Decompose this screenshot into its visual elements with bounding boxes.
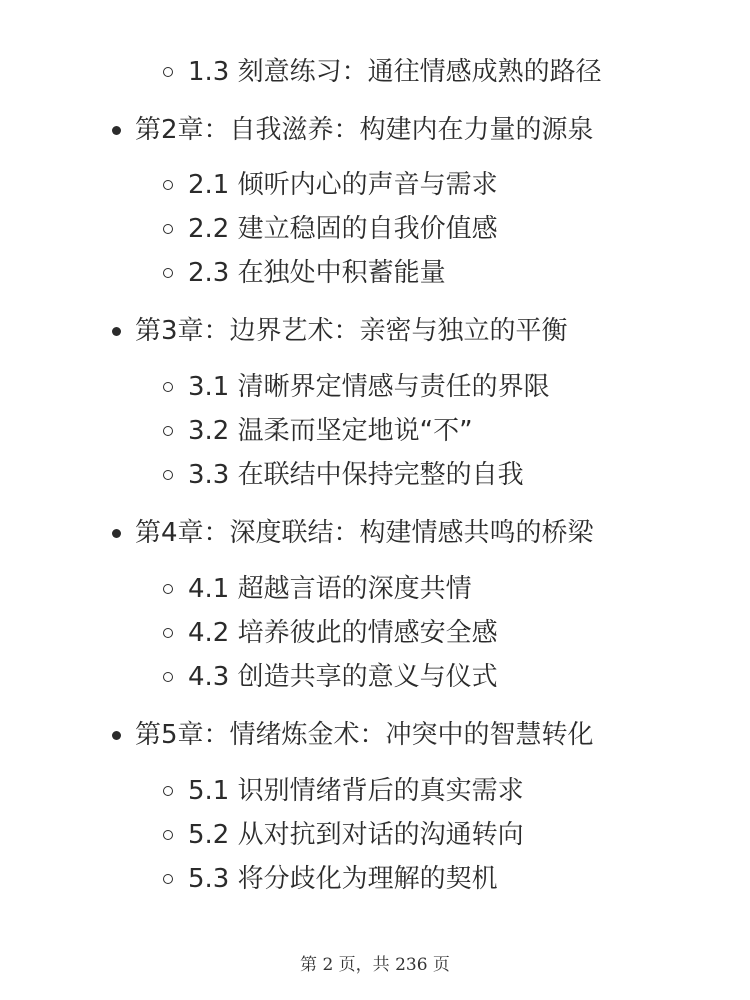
- toc-item-text: 3.3 在联结中保持完整的自我: [188, 460, 524, 490]
- disc-bullet-icon: [112, 529, 121, 538]
- toc-item-text: 2.3 在独处中积蓄能量: [188, 258, 446, 288]
- disc-bullet-icon: [112, 327, 121, 336]
- toc-section-3-2: [163, 414, 473, 448]
- circle-bullet-icon: [163, 67, 173, 77]
- circle-bullet-icon: [163, 628, 173, 638]
- toc-item-text: 2.1 倾听内心的声音与需求: [188, 170, 498, 200]
- circle-bullet-icon: [163, 268, 173, 278]
- page-number-footer: 第 2 页，共 236 页: [300, 955, 450, 975]
- toc-item-text: 1.3 刻意练习：通往情感成熟的路径: [188, 57, 602, 87]
- disc-bullet-icon: [112, 126, 121, 135]
- toc-section-5-1: [163, 774, 524, 808]
- toc-chapter-4: [112, 516, 594, 550]
- circle-bullet-icon: [163, 470, 173, 480]
- toc-item-text: 5.2 从对抗到对话的沟通转向: [188, 820, 524, 850]
- circle-bullet-icon: [163, 382, 173, 392]
- circle-bullet-icon: [163, 874, 173, 884]
- circle-bullet-icon: [163, 584, 173, 594]
- toc-section-2-1: [163, 168, 498, 202]
- toc-section-4-3: [163, 660, 498, 694]
- toc-section-3-3: [163, 458, 524, 492]
- circle-bullet-icon: [163, 786, 173, 796]
- toc-section-4-1: [163, 572, 472, 606]
- toc-section-1-3: [163, 55, 602, 89]
- disc-bullet-icon: [112, 731, 121, 740]
- toc-item-text: 第5章：情绪炼金术：冲突中的智慧转化: [135, 720, 594, 750]
- toc-chapter-2: [112, 113, 594, 147]
- circle-bullet-icon: [163, 426, 173, 436]
- toc-section-5-3: [163, 862, 498, 896]
- toc-section-4-2: [163, 616, 498, 650]
- toc-section-5-2: [163, 818, 524, 852]
- toc-item-text: 2.2 建立稳固的自我价值感: [188, 214, 498, 244]
- toc-item-text: 3.1 清晰界定情感与责任的界限: [188, 372, 550, 402]
- toc-item-text: 4.3 创造共享的意义与仪式: [188, 662, 498, 692]
- circle-bullet-icon: [163, 830, 173, 840]
- circle-bullet-icon: [163, 672, 173, 682]
- toc-section-3-1: [163, 370, 550, 404]
- toc-item-text: 5.1 识别情绪背后的真实需求: [188, 776, 524, 806]
- toc-section-2-3: [163, 256, 446, 290]
- toc-item-text: 4.1 超越言语的深度共情: [188, 574, 472, 604]
- toc-item-text: 第3章：边界艺术：亲密与独立的平衡: [135, 316, 568, 346]
- toc-item-text: 5.3 将分歧化为理解的契机: [188, 864, 498, 894]
- toc-item-text: 第4章：深度联结：构建情感共鸣的桥梁: [135, 518, 594, 548]
- toc-item-text: 3.2 温柔而坚定地说“不”: [188, 416, 473, 446]
- toc-chapter-3: [112, 314, 568, 348]
- toc-section-2-2: [163, 212, 498, 246]
- toc-item-text: 第2章：自我滋养：构建内在力量的源泉: [135, 115, 594, 145]
- toc-item-text: 4.2 培养彼此的情感安全感: [188, 618, 498, 648]
- circle-bullet-icon: [163, 180, 173, 190]
- toc-chapter-5: [112, 718, 594, 752]
- circle-bullet-icon: [163, 224, 173, 234]
